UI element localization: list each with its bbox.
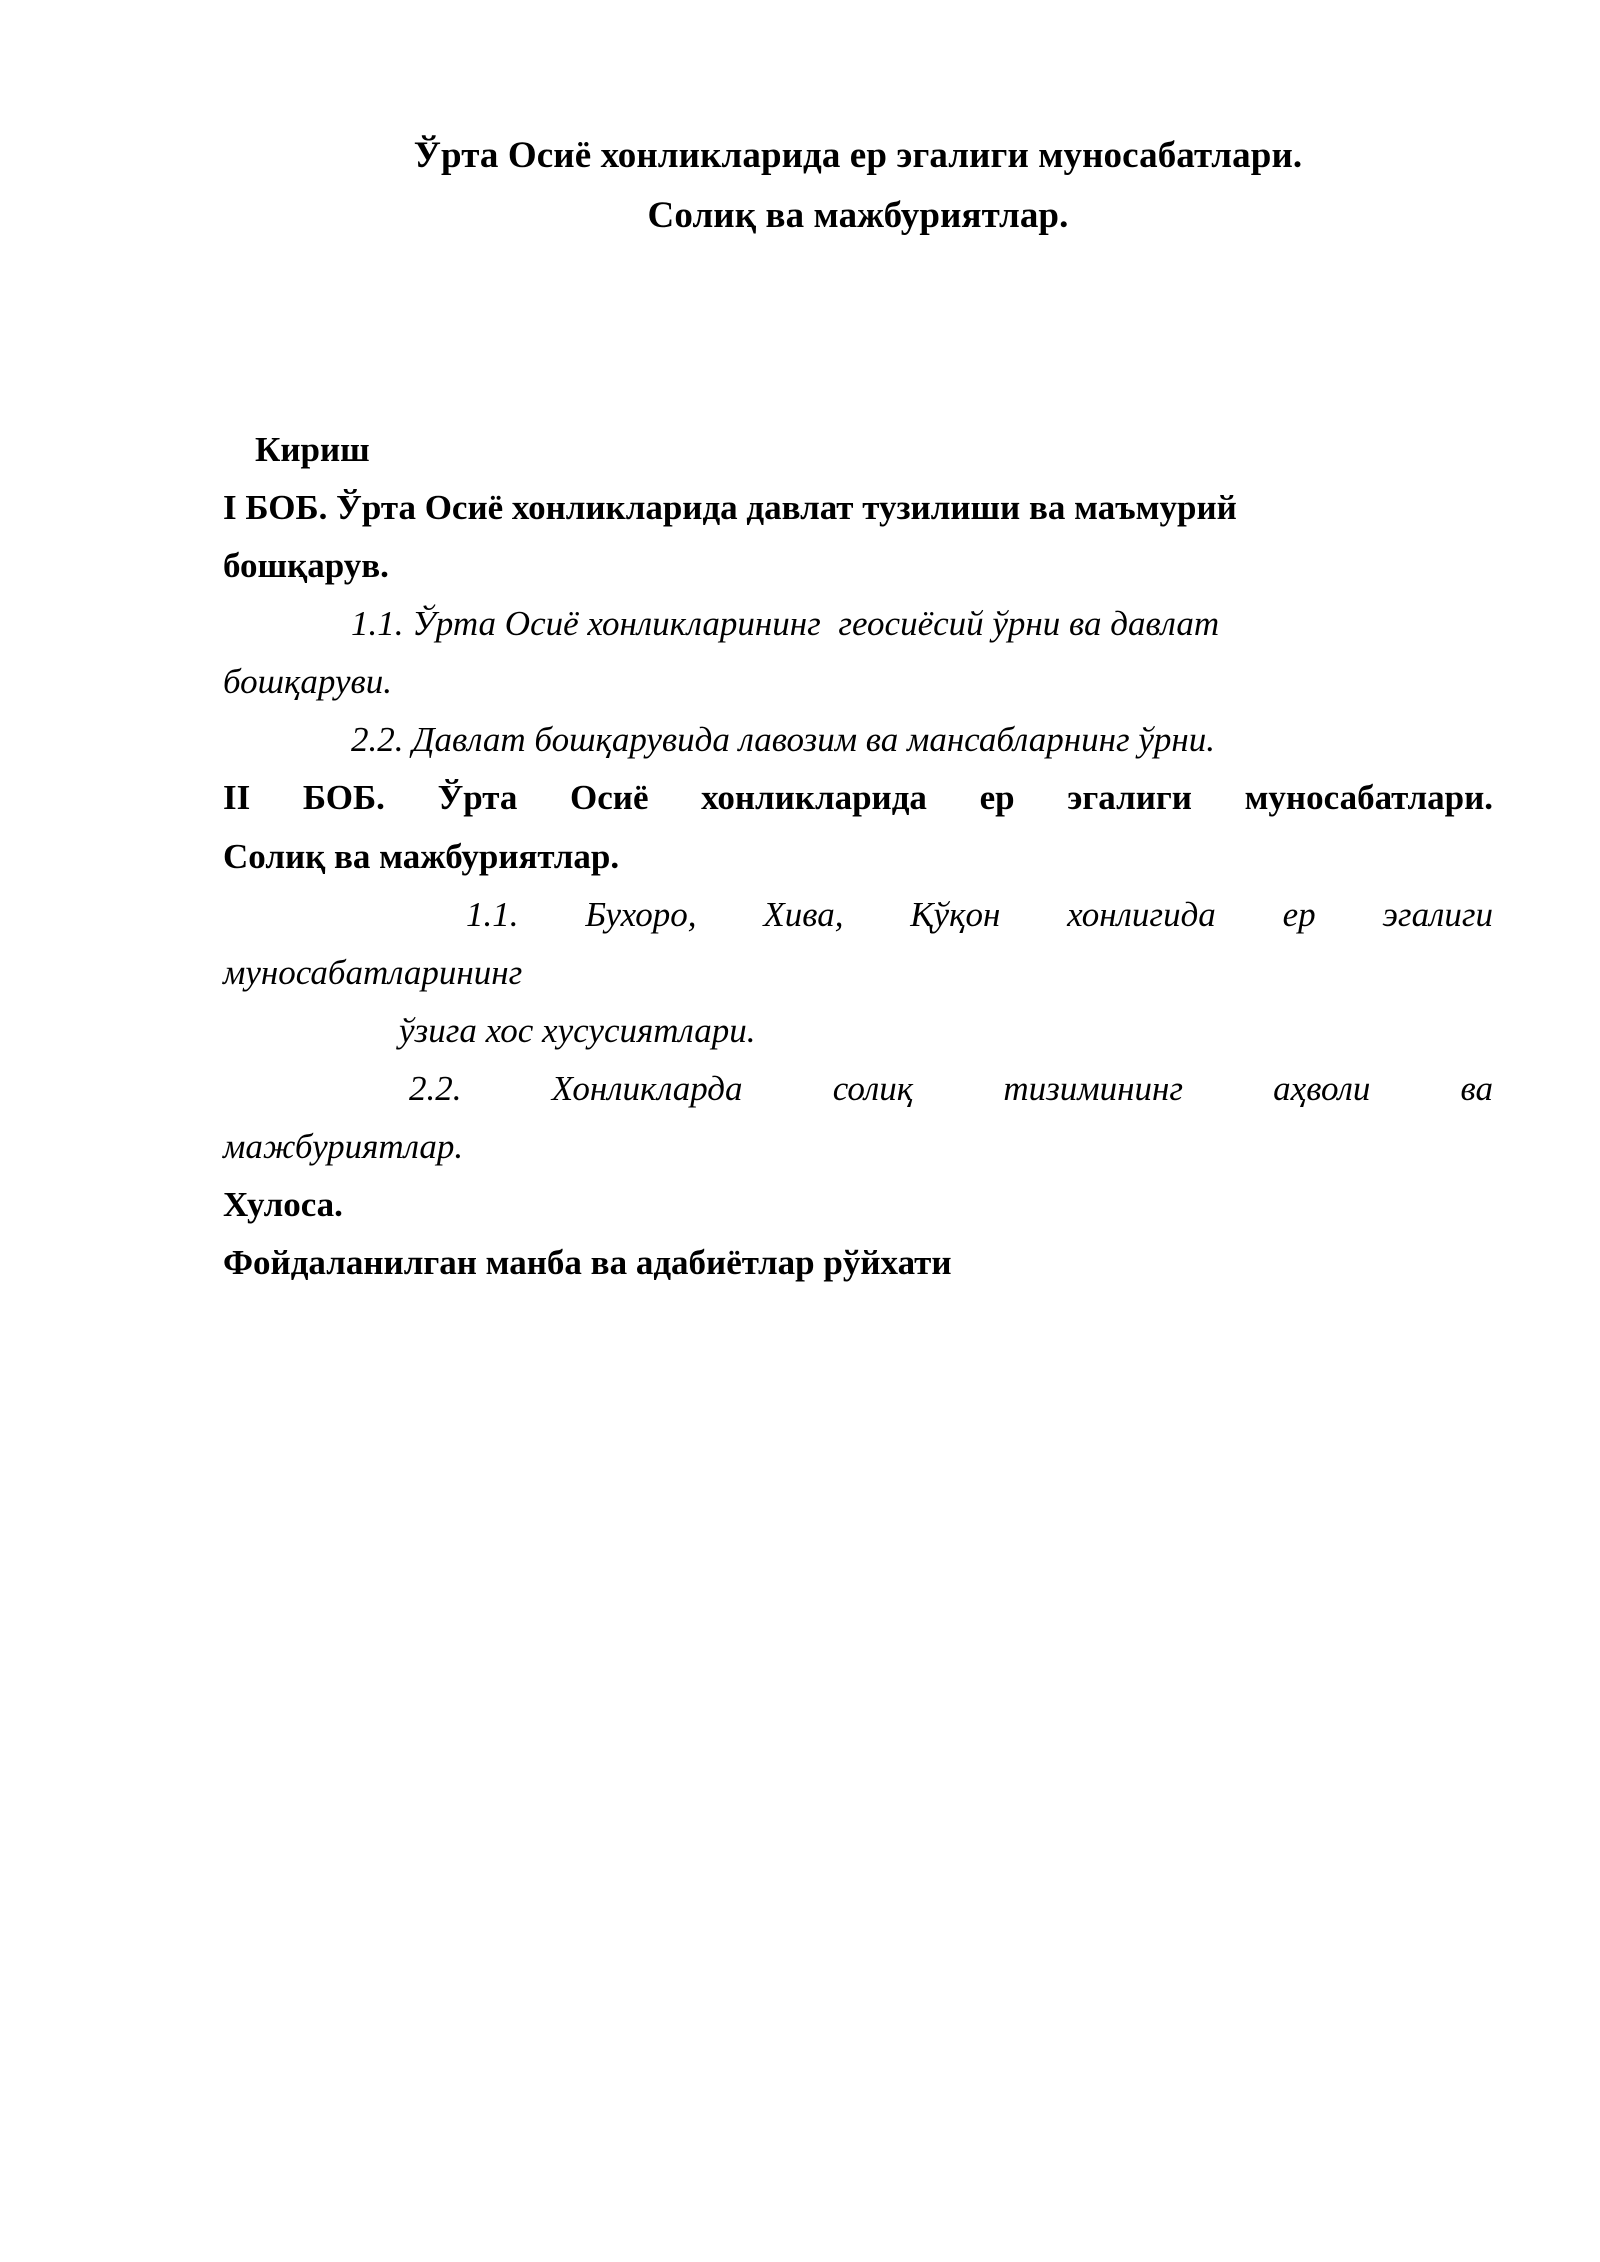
- toc-entry-chapter-2-heading-line-2: Солиқ ва мажбуриятлар.: [223, 836, 620, 876]
- toc-entry-chapter-1-heading-line-2: бошқарув.: [223, 546, 389, 586]
- toc-entry-chapter-1-heading-line-1: I БОБ. Ўрта Осиё хонликларида давлат тузилиши ва маъмурий: [223, 487, 1237, 527]
- toc-entry-2-2-2-line-2: мажбуриятлар.: [223, 1127, 464, 1166]
- title-line-2: Солиқ ва мажбуриятлар.: [647, 194, 1069, 236]
- page-content: [223, 0, 1493, 1292]
- toc-entry-bibliography: Фойдаланилган манба ва адабиётлар рўйхати: [223, 1243, 952, 1283]
- page-title: [223, 0, 1493, 246]
- toc-entry-2-1-1-line-1: 1.1. Бухоро, Хива, Қўқон хонлигида ер эгалиги: [466, 894, 1493, 934]
- toc-entry-2-1-1-line-2: муносабатларининг: [223, 952, 523, 992]
- title-line-1: Ўрта Осиё хонликларида ер эгалиги муносабатлари.: [413, 135, 1303, 176]
- toc-entry-2-2-2-line-1: 2.2. Хонликларда солиқ тизимининг аҳволи ва: [409, 1068, 1493, 1108]
- toc-entry-intro: Кириш: [255, 429, 370, 469]
- toc-entry-2-2-chapter-1: 2.2. Давлат бошқарувида лавозим ва мансабларнинг ўрни.: [351, 720, 1216, 760]
- toc-entry-1-1-line-2: бошқаруви.: [223, 662, 392, 702]
- table-of-contents: [223, 421, 1493, 1292]
- toc-entry-2-1-1-line-3: ўзига хос хусусиятлари.: [399, 1010, 756, 1050]
- toc-entry-chapter-2-heading-line-1: II БОБ. Ўрта Осиё хонликларида ер эгалиги муносабатлари.: [223, 778, 1493, 818]
- toc-entry-conclusion: Хулоса.: [223, 1185, 343, 1225]
- toc-entry-1-1-line-1: 1.1. Ўрта Осиё хонликларининг геосиёсий ўрни ва давлат: [351, 604, 1220, 644]
